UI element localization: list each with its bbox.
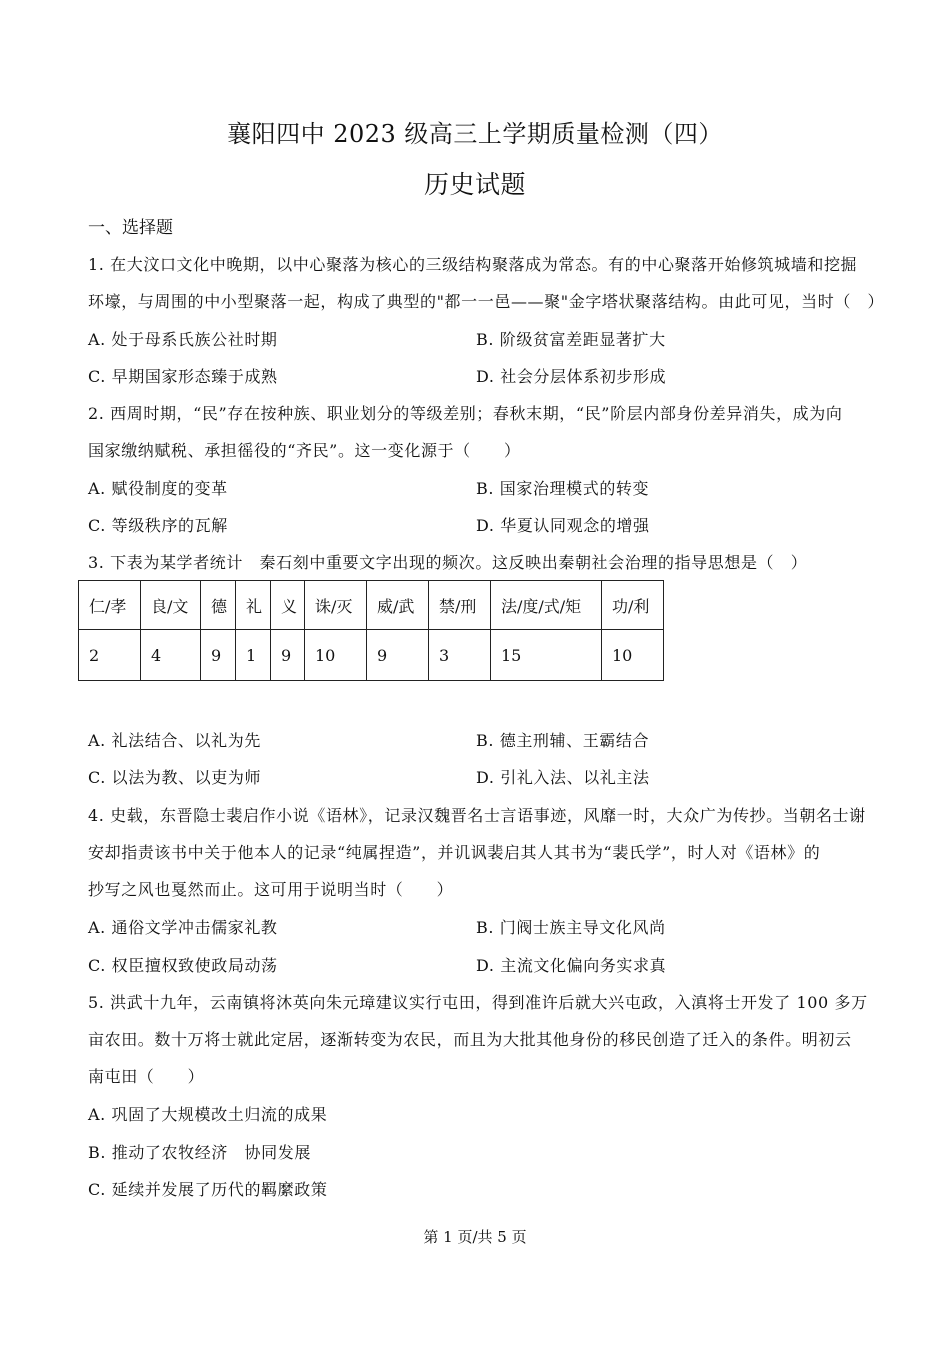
q2-option-d: D. 华夏认同观念的增强 bbox=[476, 516, 650, 535]
q2-option-b: B. 国家治理模式的转变 bbox=[476, 479, 650, 498]
page-footer: 第 1 页/共 5 页 bbox=[423, 1228, 527, 1246]
table-header-cell: 威/武 bbox=[367, 581, 429, 630]
table-header-cell: 义 bbox=[271, 581, 305, 630]
table-cell: 3 bbox=[429, 630, 491, 681]
q4-option-a: A. 通俗文学冲击儒家礼教 bbox=[88, 918, 278, 937]
table-cell: 9 bbox=[271, 630, 305, 681]
q2-option-c: C. 等级秩序的瓦解 bbox=[88, 516, 228, 535]
section-heading: 一、选择题 bbox=[88, 218, 173, 238]
frequency-table bbox=[78, 580, 664, 681]
table-header-cell: 德 bbox=[201, 581, 236, 630]
table-cell: 1 bbox=[236, 630, 271, 681]
table-header-cell: 法/度/式/矩 bbox=[491, 581, 602, 630]
q4-stem-line-1: 4. 史载，东晋隐士裴启作小说《语林》，记录汉魏晋名士言语事迹，风靡一时，大众广为传抄。当朝名士谢 bbox=[88, 806, 866, 825]
table-header-cell: 仁/孝 bbox=[79, 581, 141, 630]
table-cell: 9 bbox=[367, 630, 429, 681]
q2-option-a: A. 赋役制度的变革 bbox=[88, 479, 228, 498]
table-header-cell: 禁/刑 bbox=[429, 581, 491, 630]
q5-option-a: A. 巩固了大规模改土归流的成果 bbox=[88, 1105, 328, 1124]
table-cell: 4 bbox=[141, 630, 201, 681]
q1-option-b: B. 阶级贫富差距显著扩大 bbox=[476, 330, 666, 349]
q4-option-b: B. 门阀士族主导文化风尚 bbox=[476, 918, 666, 937]
exam-title: 襄阳四中 2023 级高三上学期质量检测（四） bbox=[227, 120, 723, 148]
table-header-cell: 功/利 bbox=[602, 581, 664, 630]
table-header-row bbox=[79, 581, 664, 630]
q5-stem-line-3: 南屯田（ ） bbox=[88, 1067, 205, 1086]
q5-stem-line-2: 亩农田。数十万将士就此定居，逐渐转变为农民，而且为大批其他身份的移民创造了迁入的条件。明初云 bbox=[88, 1030, 852, 1049]
table-cell: 15 bbox=[491, 630, 602, 681]
q1-option-a: A. 处于母系氏族公社时期 bbox=[88, 330, 278, 349]
q3-option-c: C. 以法为教、以吏为师 bbox=[88, 768, 262, 787]
table-row bbox=[79, 630, 664, 681]
q3-option-b: B. 德主刑辅、王霸结合 bbox=[476, 731, 650, 750]
table-header-cell: 良/文 bbox=[141, 581, 201, 630]
q2-stem-line-1: 2. 西周时期，“民”存在按种族、职业划分的等级差别；春秋末期，“民”阶层内部身份差异消失，成为向 bbox=[88, 404, 843, 423]
table-header-cell: 礼 bbox=[236, 581, 271, 630]
q3-stem-line-1: 3. 下表为某学者统计 秦石刻中重要文字出现的频次。这反映出秦朝社会治理的指导思想是（ ） bbox=[88, 553, 808, 572]
q4-option-d: D. 主流文化偏向务实求真 bbox=[476, 956, 667, 975]
q5-option-c: C. 延续并发展了历代的羁縻政策 bbox=[88, 1180, 328, 1199]
exam-subtitle: 历史试题 bbox=[423, 170, 526, 199]
table-cell: 9 bbox=[201, 630, 236, 681]
table-header-cell: 诛/灭 bbox=[305, 581, 367, 630]
q4-stem-line-3: 抄写之风也戛然而止。这可用于说明当时（ ） bbox=[88, 880, 454, 899]
table-cell: 10 bbox=[305, 630, 367, 681]
q3-option-a: A. 礼法结合、以礼为先 bbox=[88, 731, 261, 750]
q1-stem-line-2: 环壕，与周围的中小型聚落一起，构成了典型的"都一一邑——聚"金字塔状聚落结构。由此可见，当时（ ） bbox=[88, 292, 885, 311]
q1-option-c: C. 早期国家形态臻于成熟 bbox=[88, 367, 278, 386]
table-cell: 10 bbox=[602, 630, 664, 681]
q1-option-d: D. 社会分层体系初步形成 bbox=[476, 367, 667, 386]
q4-option-c: C. 权臣擅权致使政局动荡 bbox=[88, 956, 278, 975]
q4-stem-line-2: 安却指责该书中关于他本人的记录“纯属捏造”，并讥讽裴启其人其书为“裴氏学”，时人对《语林》的 bbox=[88, 843, 821, 862]
q2-stem-line-2: 国家缴纳赋税、承担徭役的“齐民”。这一变化源于（ ） bbox=[88, 441, 521, 460]
table-cell: 2 bbox=[79, 630, 141, 681]
q5-stem-line-1: 5. 洪武十九年，云南镇将沐英向朱元璋建议实行屯田，得到准许后就大兴屯政，入滇将士开发了 100 多万 bbox=[88, 993, 868, 1012]
q3-option-d: D. 引礼入法、以礼主法 bbox=[476, 768, 650, 787]
q5-option-b: B. 推动了农牧经济 协同发展 bbox=[88, 1143, 311, 1162]
q1-stem-line-1: 1. 在大汶口文化中晚期，以中心聚落为核心的三级结构聚落成为常态。有的中心聚落开始修筑城墙和挖掘 bbox=[88, 255, 858, 274]
